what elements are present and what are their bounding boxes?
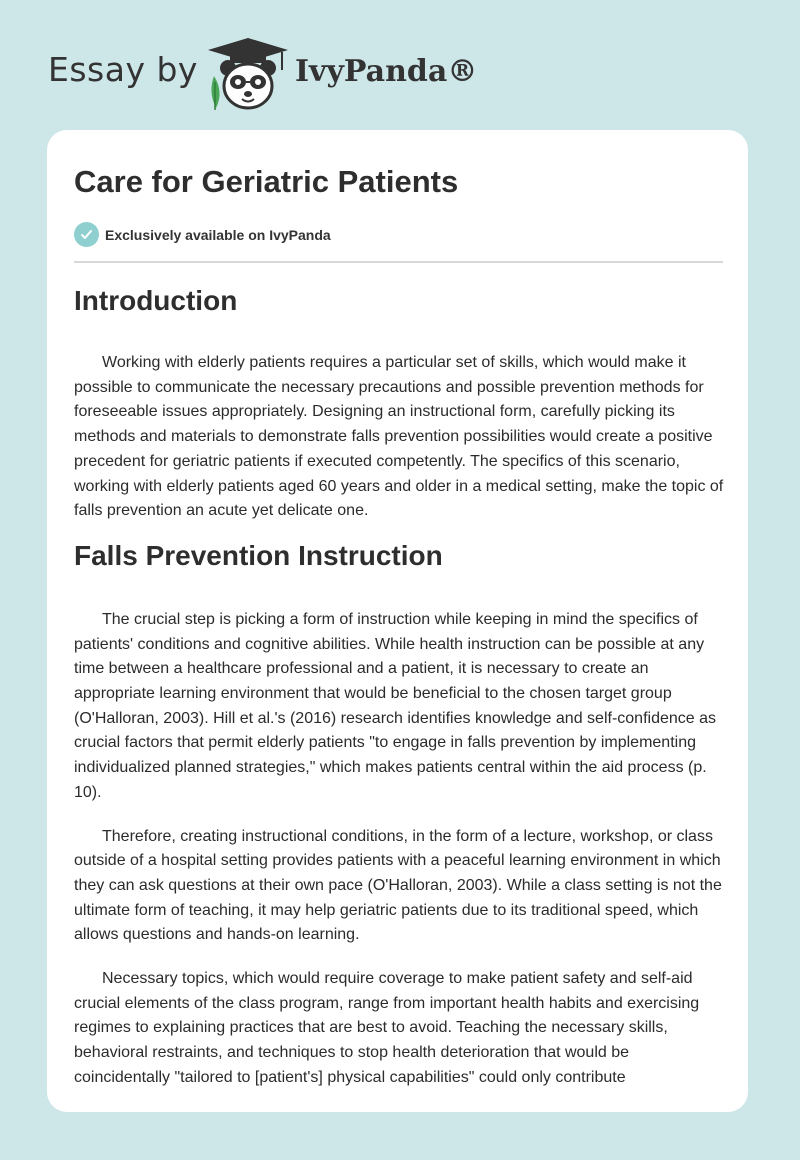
divider xyxy=(74,261,723,263)
exclusive-badge xyxy=(74,222,331,247)
check-circle-icon xyxy=(74,222,99,247)
paragraph: Necessary topics, which would require coverage to make patient safety and self-aid crucial elements of the class program, range from important health habits and exercising regimes to explaining practices that are best to avoid. Teaching the necessary skills, behavioral restraints, and techniques to stop health deterioration that would be coincidentally "tailored to [patient's] physical capabilities" could only contribute xyxy=(74,970,700,1086)
exclusive-badge-label: Exclusively available on IvyPanda xyxy=(105,226,331,243)
section-heading-introduction: Introduction xyxy=(74,285,238,316)
paragraph: Working with elderly patients requires a particular set of skills, which would make it possible to communicate the necessary precautions and possible prevention methods for foreseeable issues appropriately. Designing an instructional form, carefully picking its methods and materials to demonstrate falls prevention possibilities would create a positive precedent for geriatric patients if executed competently. The specifics of this scenario, working with elderly patients aged 60 years and older in a medical setting, make the topic of falls prevention an acute yet delicate one. xyxy=(74,354,724,520)
paragraph: The crucial step is picking a form of instruction while keeping in mind the specifics of patients' conditions and cognitive abilities. While health instruction can be possible at any time between a healthcare professional and a patient, it is necessary to create an appropriate learning environment that would be beneficial to the chosen target group (O'Halloran, 2003). Hill et al.'s (2016) research identifies knowledge and self-confidence as crucial factors that permit elderly patients "to engage in falls prevention by implementing individualized planned strategies," which makes patients central within the aid process (p. 10). xyxy=(74,610,716,801)
essay-body xyxy=(74,280,724,1091)
paragraph: Therefore, creating instructional conditions, in the form of a lecture, workshop, or class outside of a hospital setting provides patients with a peaceful learning environment in which they can ask questions at their own pace (O'Halloran, 2003). While a class setting is not the ultimate form of teaching, it may help geriatric patients due to its traditional speed, which allows questions and hands-on learning. xyxy=(74,827,722,944)
essay-by-label: Essay by xyxy=(48,50,198,89)
section-heading-falls-prevention: Falls Prevention Instruction xyxy=(74,539,443,571)
page-title: Care for Geriatric Patients xyxy=(74,164,459,199)
ivypanda-logo-icon[interactable] xyxy=(206,36,290,112)
site-header xyxy=(48,36,508,112)
essay-card xyxy=(47,130,748,1112)
brand-name[interactable]: IvyPanda® xyxy=(295,54,478,89)
